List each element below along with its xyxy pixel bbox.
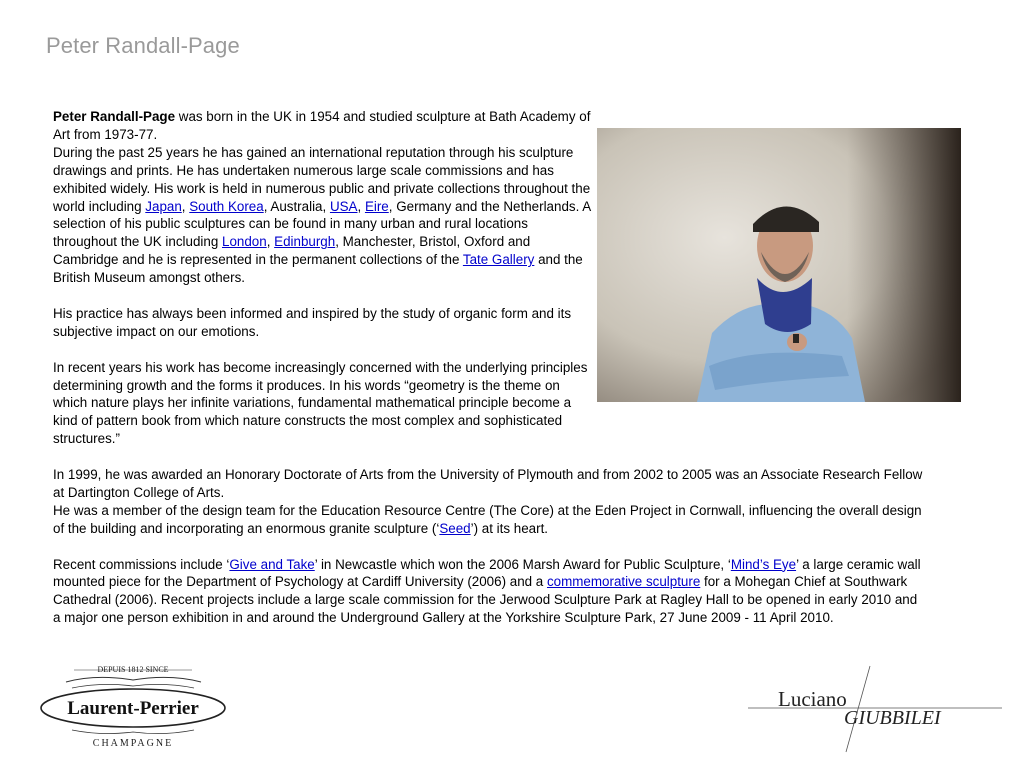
link-usa[interactable]: USA xyxy=(329,198,358,214)
paragraph-practice: His practice has always been informed and inspired by the study of organic form and its subjective impact on our emotions. xyxy=(53,305,572,339)
paragraph-doctorate: In 1999, he was awarded an Honorary Doctorate of Arts from the University of Plymouth and from 2002 to 2005 was an Associate Research Fellow at Dartington College of Arts. xyxy=(53,467,923,500)
biography-later xyxy=(53,466,923,627)
lg-line1: Luciano xyxy=(778,687,847,711)
link-london[interactable]: London xyxy=(222,234,267,250)
lp-champagne: CHAMPAGNE xyxy=(92,738,174,749)
link-japan[interactable]: Japan xyxy=(145,198,182,214)
link-south-korea[interactable]: South Korea xyxy=(189,198,264,214)
lp-tagline: DEPUIS 1812 SINCE xyxy=(97,665,169,674)
lg-line2: GIUBBILEI xyxy=(844,707,941,729)
artist-portrait-photo xyxy=(597,128,961,402)
link-minds-eye[interactable]: Mind’s Eye xyxy=(730,556,797,572)
laurent-perrier-logo-graphic xyxy=(36,664,231,750)
link-seed[interactable]: Seed xyxy=(439,520,471,536)
paragraph-career: During the past 25 years he has gained an international reputation through his sculpture drawings and prints. He has undertaken numerous large scale commissions and has exhibited widely. His work is held in numerous public and private collections throughout the world including Japan, South Korea, Australia, USA, Eire, Germany and the Netherlands. A selection of his public sculptures can be found in many urban and rural locations throughout the UK including London, Edinburgh, Manchester, Bristol, Oxford and Cambridge and he is represented in the permanent collections of the Tate Gallery and the British Museum amongst others. xyxy=(53,144,591,286)
artist-name: Peter Randall-Page xyxy=(53,109,176,124)
paragraph-commissions: Recent commissions include ‘Give and Take’ in Newcastle which won the 2006 Marsh Award for Public Sculpture, ‘Mind’s Eye’ a large ceramic wall mounted piece for the Department of Psychology at Cardiff University (2006) and a commemorative sculpture for a Mohegan Chief at Southwark Cathedral (2006). Recent projects include a large scale commission for the Jerwood Sculpture Park at Ragley Hall to be opened in early 2010 and a major one person exhibition in and around the Underground Gallery at the Yorkshire Sculpture Park, 27 June 2009 - 11 April 2010. xyxy=(53,556,921,626)
link-commemorative-sculpture[interactable]: commemorative sculpture xyxy=(546,574,701,590)
page-title: Peter Randall-Page xyxy=(46,33,240,58)
paragraph-eden-project: He was a member of the design team for the Education Resource Centre (The Core) at the Eden Project in Cornwall, influencing the overall design of the building and incorporating an enormous granite sculpture (‘Seed’) at its heart. xyxy=(53,502,922,536)
link-tate-gallery[interactable]: Tate Gallery xyxy=(462,252,535,268)
link-edinburgh[interactable]: Edinburgh xyxy=(274,234,336,250)
laurent-perrier-logo xyxy=(36,664,231,750)
link-eire[interactable]: Eire xyxy=(364,198,389,214)
link-give-and-take[interactable]: Give and Take xyxy=(229,556,315,572)
luciano-giubbilei-logo-graphic xyxy=(748,664,1004,754)
paragraph-birth: Peter Randall-Page was born in the UK in 1954 and studied sculpture at Bath Academy of Art from 1973-77. xyxy=(53,109,591,142)
luciano-giubbilei-logo xyxy=(748,664,1004,754)
lp-brand-name: Laurent-Perrier xyxy=(67,698,199,719)
biography-intro xyxy=(53,108,593,448)
portrait-illustration xyxy=(597,128,961,402)
paragraph-geometry: In recent years his work has become increasingly concerned with the underlying principles determining growth and the forms it produces. In his words “geometry is the theme on which nature plays her infinite variations, fundamental mathematical principle become a kind of pattern book from which nature constructs the most complex and sophisticated structures.” xyxy=(53,359,588,447)
